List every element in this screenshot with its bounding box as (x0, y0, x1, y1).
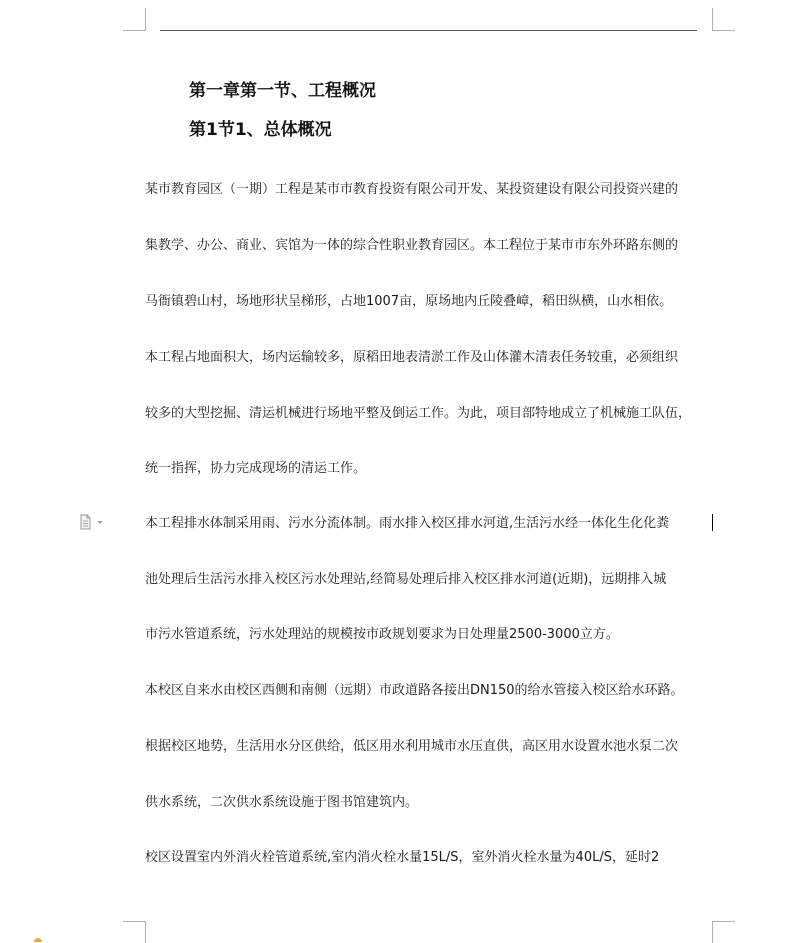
status-indicator (34, 938, 42, 942)
body-line[interactable]: 供水系统，二次供水系统设施于图书馆建筑内。 (145, 795, 419, 810)
section-heading[interactable]: 第1节1、总体概况 (189, 120, 332, 140)
chapter-heading[interactable]: 第一章第一节、工程概况 (189, 81, 376, 101)
document-icon (79, 514, 107, 530)
paragraph-options[interactable] (79, 514, 107, 530)
text-cursor (712, 514, 713, 531)
page-corner-bottom-left (123, 921, 146, 943)
body-line[interactable]: 校区设置室内外消火栓管道系统,室内消火栓水量15L/S，室外消火栓水量为40L/S，延时2 (145, 850, 660, 865)
dropdown-arrow-icon (97, 521, 103, 524)
body-line[interactable]: 池处理后生活污水排入校区污水处理站,经简易处理后排入校区排水河道(近期)，远期排入城 (145, 572, 667, 587)
body-line[interactable]: 根据校区地势，生活用水分区供给，低区用水利用城市水压直供，高区用水设置水池水泵二次 (145, 739, 679, 754)
page-corner-bottom-right (712, 921, 735, 943)
header-divider (160, 30, 697, 31)
body-line[interactable]: 某市教育园区（一期）工程是某市市教育投资有限公司开发、某投资建设有限公司投资兴建的 (145, 182, 679, 197)
body-line[interactable]: 本工程排水体制采用雨、污水分流体制。雨水排入校区排水河道,生活污水经一体化生化化粪 (145, 516, 670, 531)
body-line[interactable]: 统一指挥，协力完成现场的清运工作。 (145, 461, 367, 476)
body-line[interactable]: 市污水管道系统，污水处理站的规模按市政规划要求为日处理量2500-3000立方。 (145, 627, 619, 642)
body-line[interactable]: 本工程占地面积大，场内运输较多，原稻田地表清淤工作及山体灌木清表任务较重，必须组织 (145, 350, 679, 365)
body-line[interactable]: 马衙镇碧山村，场地形状呈梯形，占地1007亩，原场地内丘陵叠嶂，稻田纵横，山水相依。 (145, 294, 673, 309)
page-corner-top-right (712, 8, 735, 31)
body-line[interactable]: 较多的大型挖掘、清运机械进行场地平整及倒运工作。为此，项目部特地成立了机械施工队伍， (145, 406, 692, 421)
page-corner-top-left (123, 8, 146, 31)
body-line[interactable]: 本校区自来水由校区西侧和南侧（远期）市政道路各接出DN150的给水管接入校区给水环路。 (145, 683, 684, 698)
body-line[interactable]: 集教学、办公、商业、宾馆为一体的综合性职业教育园区。本工程位于某市市东外环路东侧的 (145, 238, 679, 253)
